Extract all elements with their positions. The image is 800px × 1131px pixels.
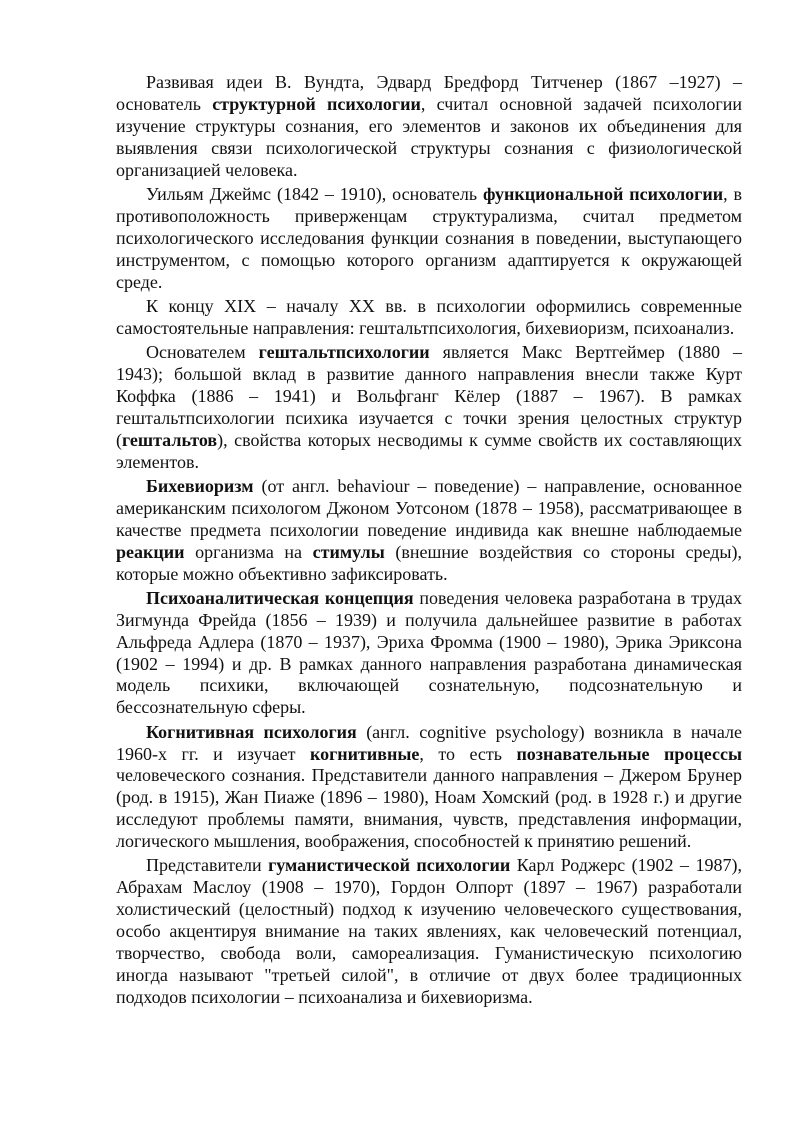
text-segment: , считал основной задачей психологии изучение структуры сознания, его элементов и законов их объединения для выявления связи психологической структуры сознания с физиологической организацией человека. (116, 93, 742, 180)
text-segment: является Макс Вертгеймер (1880 – 1943); большой вклад в развитие данного направления внесли также Курт Коффка (1886 – 1941) и Вольфганг Кёлер (1887 – 1967). В рамках гештальтпсихологии психика изучается с точки зрения целостных структур ( (116, 342, 742, 450)
text-segment: (англ. cognitive psychology) возникла в начале 1960-х гг. и изучает (116, 721, 742, 764)
bold-term: Когнитивная психология (146, 721, 357, 742)
text-segment: Представители (146, 855, 269, 876)
text-segment: , в противоположность приверженцам структурализма, считал предметом психологического исследования функции сознания в поведении, выступающего инструментом, с помощью которого организм адаптируется к окружающей среде. (116, 183, 743, 292)
text-segment: человеческого сознания. Представители данного направления – Джером Брунер (род. в 1915), Жан Пиаже (1896 – 1980), Ноам Хомский (род. в 1928 г.) и другие исследуют проблемы памяти, внимания, чувств, представления информации, логического мышления, воображения, способностей к принятию решений. (116, 765, 742, 852)
text-segment: ), свойства которых несводимы к сумме свойств их составляющих элементов. (116, 429, 742, 472)
text-segment: (от англ. behaviour – поведение) – направление, основанное американским психологом Джоном Уотсоном (1878 – 1958), рассматривающее в качестве предмета психологии поведение индивида как внешне наблюдаемые (116, 475, 742, 540)
bold-term: реакции (116, 541, 185, 562)
bold-term: познавательные процессы (516, 743, 742, 764)
paragraph-cognitive-psychology (116, 722, 742, 853)
text-segment: Развивая идеи В. Вундта, Эдвард Бредфорд Титченер (1867 –1927) – основатель (116, 72, 742, 114)
text-segment: Карл Роджерс (1902 – 1987), Абрахам Маслоу (1908 – 1970), Гордон Олпорт (1897 – 1967) разработали холистический (целостный) подход к изучению человеческого существования, особо акцентируя внимание на таких явлениях, как человеческий потенциал, творчество, свобода воли, самореализация. Гуманистическую психологию иногда называют "третьей силой", в отличие от двух более традиционных подходов психологии – психоанализа и бихевиоризма. (116, 855, 743, 1007)
paragraph-gestalt-psychology (116, 342, 742, 473)
bold-term: структурной психологии (212, 93, 421, 114)
paragraph-humanistic-psychology (116, 855, 742, 1008)
paragraph-behaviorism (116, 476, 742, 586)
text-segment: (внешние воздействия со стороны среды), которые можно объективно зафиксировать. (116, 541, 742, 584)
paragraph-modern-directions (116, 296, 742, 340)
bold-term: когнитивные (310, 743, 420, 764)
text-segment: поведения человека разработана в трудах Зигмунда Фрейда (1856 – 1939) и получила дальнейшее развитие в работах Альфреда Адлера (1870 – 1937), Эриха Фромма (1900 – 1980), Эрика Эриксона (1902 – 1994) и др. В рамках данного направления разработана динамическая модель психики, включающей сознательную, подсознательную и бессознательную сферы. (116, 587, 742, 718)
text-segment: Основателем (146, 342, 259, 363)
paragraph-functional-psychology (116, 184, 742, 294)
paragraph-structural-psychology (116, 72, 742, 182)
bold-term: функциональной психологии (482, 183, 724, 204)
text-segment: организма на (184, 541, 313, 562)
text-segment: К концу XIX – началу XX вв. в психологии оформились современные самостоятельные направления: гештальтпсихология, бихевиоризм, психоанализ. (116, 295, 742, 338)
bold-term: гештальтпсихологии (258, 342, 430, 363)
document-page (116, 72, 742, 1011)
paragraph-psychoanalysis (116, 588, 742, 719)
text-segment: Уильям Джеймс (1842 – 1910), основатель (146, 183, 483, 204)
bold-term: стимулы (312, 541, 385, 562)
bold-term: Бихевиоризм (146, 475, 254, 496)
text-segment: , то есть (419, 743, 517, 764)
bold-term: гуманистической психологии (268, 855, 511, 876)
bold-term: гештальтов (122, 429, 218, 450)
bold-term: Психоаналитическая концепция (146, 587, 414, 608)
